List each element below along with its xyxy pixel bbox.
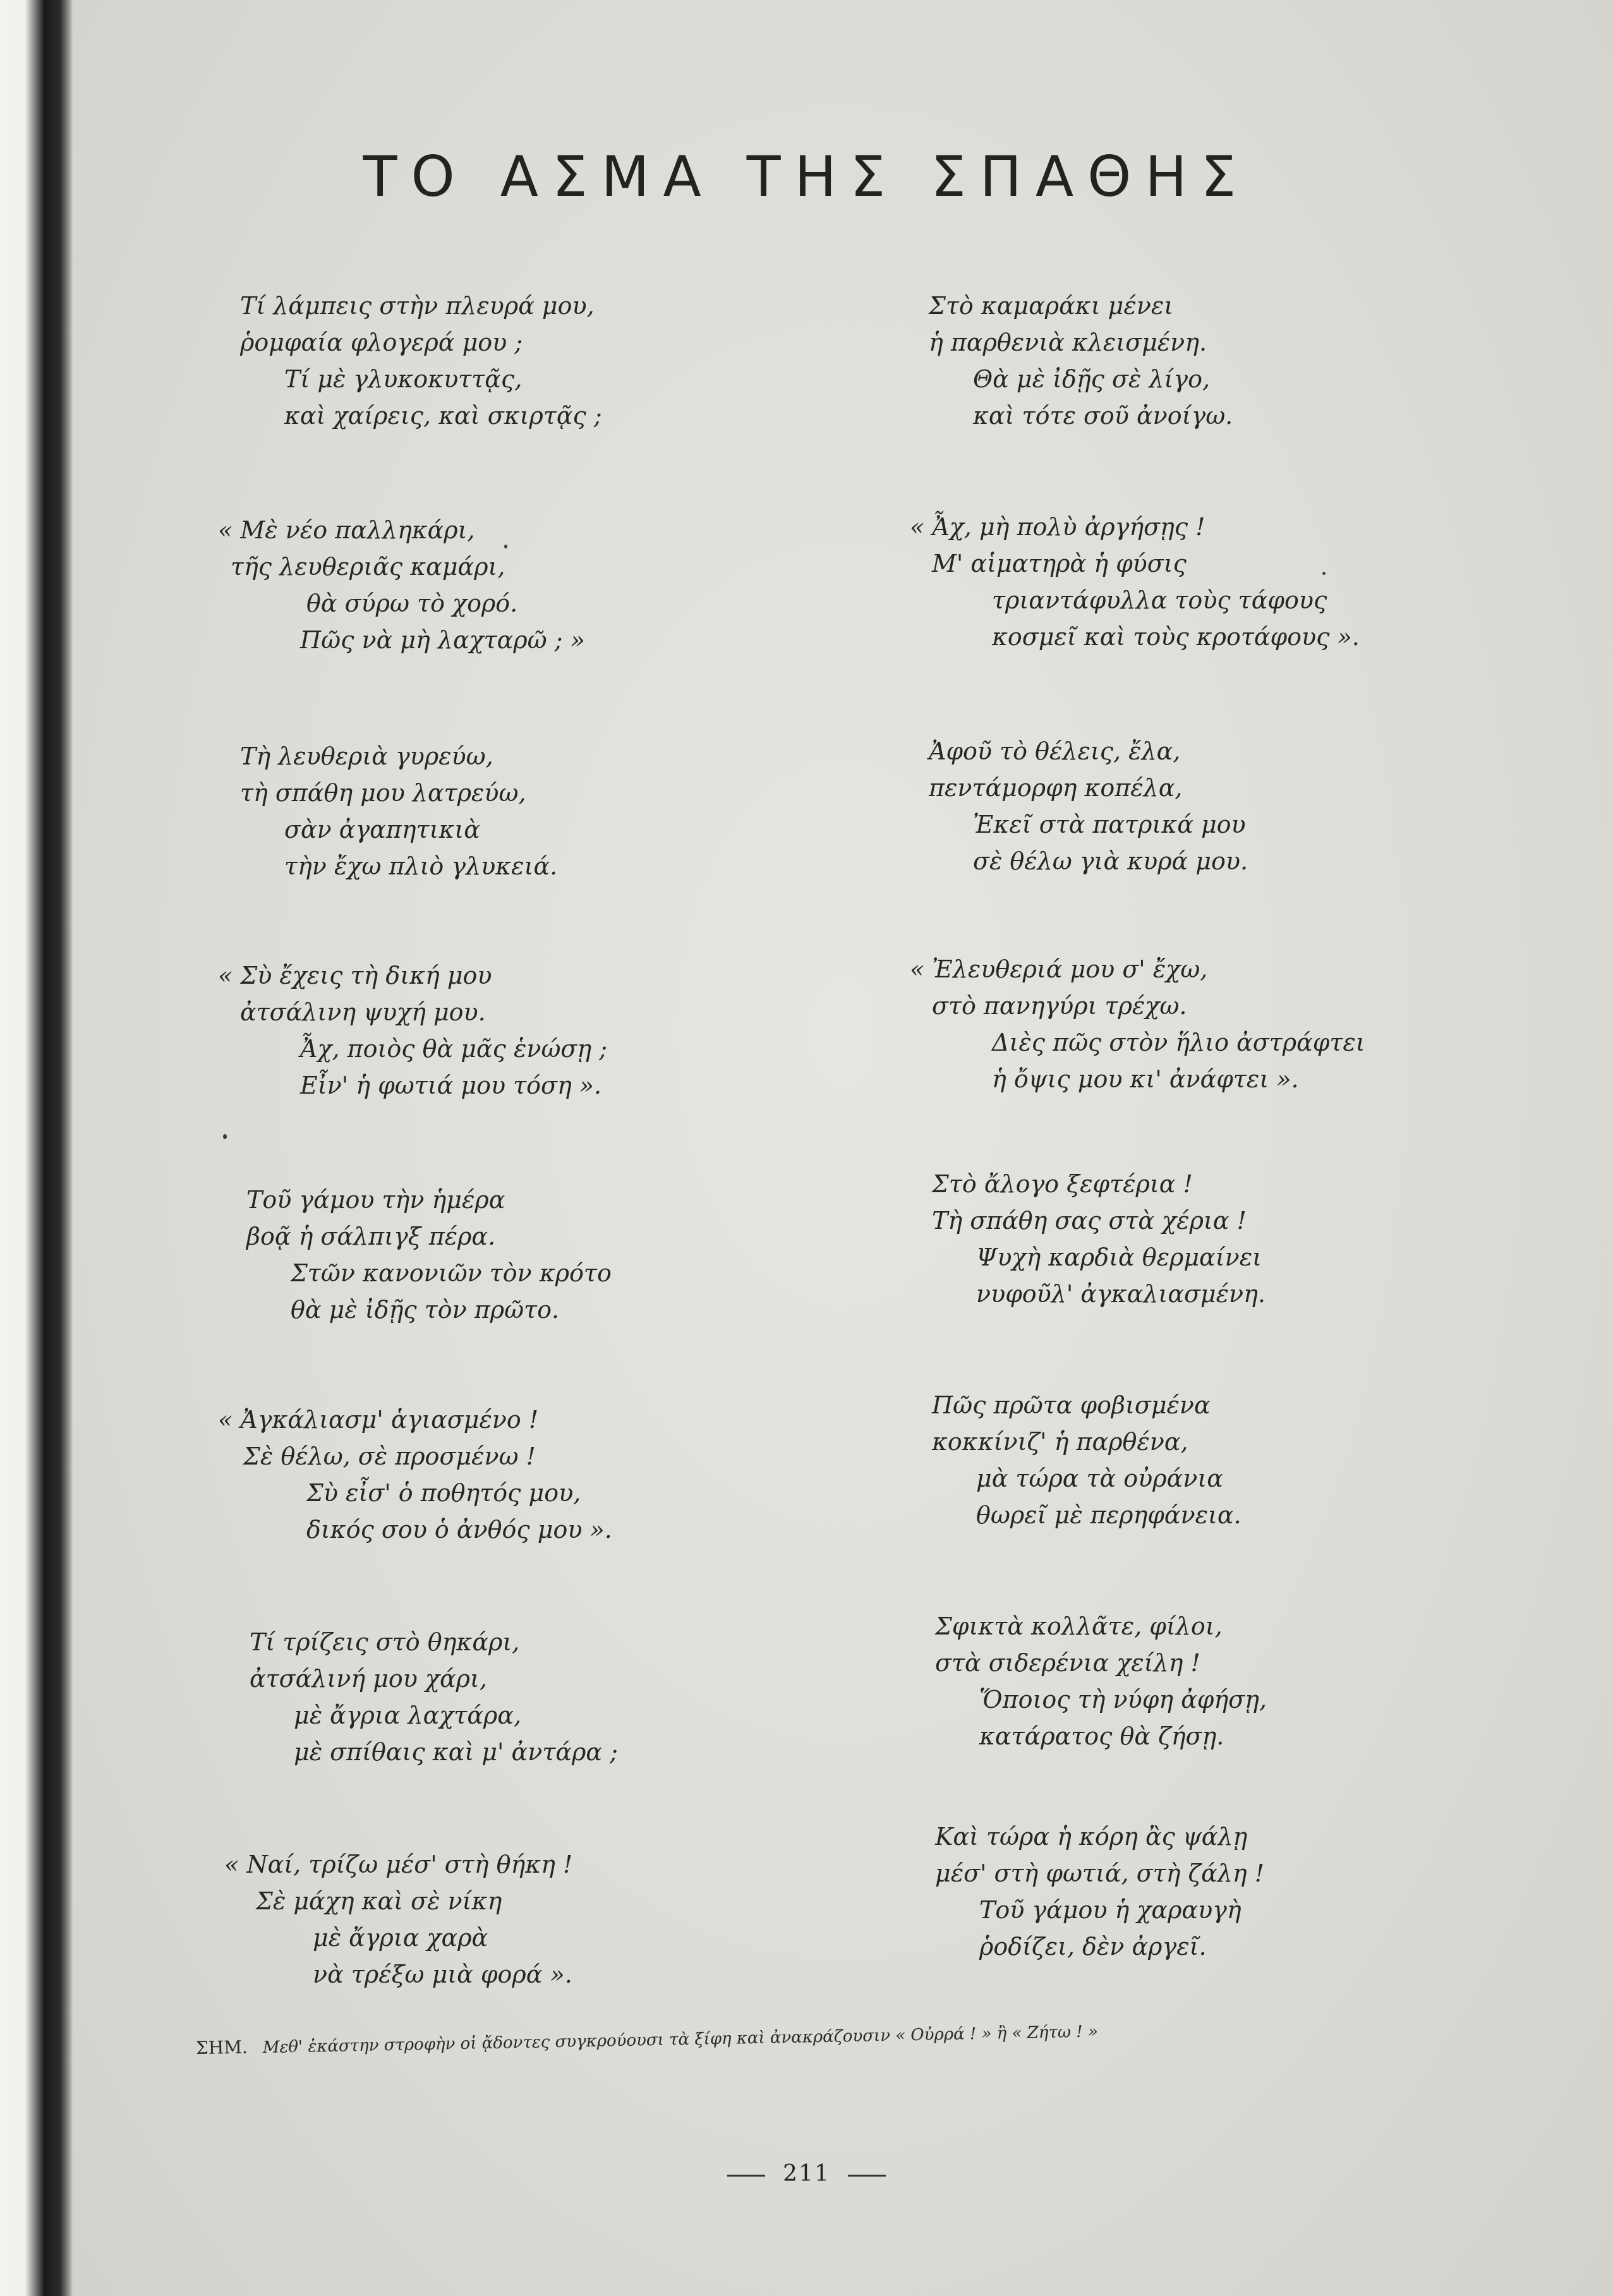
verse-line: « Μὲ νέο παλληκάρι,: [218, 516, 475, 544]
verse-line: ἀτσάλινή μου χάρι,: [250, 1665, 487, 1693]
verse-line: Τοῦ γάμου ἡ χαραυγὴ: [979, 1896, 1241, 1924]
verse-line: Σὲ θέλω, σὲ προσμένω !: [243, 1442, 536, 1470]
verse-line: κοκκίνιζ' ἡ παρθένα,: [932, 1428, 1188, 1456]
verse-line: μέσ' στὴ φωτιά, στὴ ζάλη !: [935, 1859, 1264, 1887]
verse-line: Εἶν' ἡ φωτιά μου τόση ».: [300, 1072, 602, 1099]
verse-line: νυφοῦλ' ἀγκαλιασμένη.: [976, 1280, 1266, 1308]
stanza-left-3: [240, 738, 557, 885]
verse-line: νὰ τρέξω μιὰ φορά ».: [313, 1961, 572, 1988]
verse-line: ἡ ὄψις μου κι' ἀνάφτει ».: [992, 1065, 1299, 1093]
stanza-left-2: [218, 512, 585, 658]
verse-line: τριαντάφυλλα τοὺς τάφους: [992, 586, 1327, 614]
verse-line: θὰ μὲ ἰδῇς τὸν πρῶτο.: [291, 1296, 560, 1324]
verse-line: « Ἀγκάλιασμ' ἁγιασμένο !: [218, 1406, 539, 1434]
verse-line: Ἀφοῦ τὸ θέλεις, ἔλα,: [929, 737, 1181, 765]
verse-line: μὰ τώρα τὰ οὐράνια: [976, 1465, 1223, 1492]
stanza-left-5: [246, 1181, 612, 1328]
verse-line: « Ναί, τρίζω μέσ' στὴ θήκη !: [224, 1851, 573, 1878]
verse-line: τὴ σπάθη μου λατρεύω,: [240, 779, 526, 807]
verse-line: σὰν ἀγαπητικιὰ: [284, 816, 480, 843]
verse-line: κοσμεῖ καὶ τοὺς κροτάφους ».: [992, 623, 1360, 651]
verse-line: πεντάμορφη κοπέλα,: [929, 774, 1183, 802]
dash-right: [848, 2175, 886, 2177]
verse-line: βοᾷ ἡ σάλπιγξ πέρα.: [246, 1223, 496, 1250]
verse-line: « Σὺ ἔχεις τὴ δική μου: [218, 962, 492, 989]
verse-line: Τί μὲ γλυκοκυττᾷς,: [284, 365, 523, 393]
verse-line: καὶ χαίρεις, καὶ σκιρτᾷς ;: [284, 402, 602, 430]
verse-line: Τί λάμπεις στὴν πλευρά μου,: [240, 292, 595, 320]
verse-line: Πῶς πρῶτα φοβισμένα: [932, 1391, 1211, 1419]
verse-line: Σὲ μάχη καὶ σὲ νίκη: [256, 1887, 502, 1915]
footnote-label: ΣΗΜ.: [195, 2036, 248, 2058]
dash-left: [727, 2175, 765, 2177]
stanza-right-5: [932, 1166, 1266, 1312]
verse-line: Μ' αἱματηρὰ ἡ φύσις: [932, 550, 1187, 577]
verse-line: Στὸ ἄλογο ξεφτέρια !: [932, 1170, 1193, 1198]
verse-line: Σφικτὰ κολλᾶτε, φίλοι,: [935, 1612, 1223, 1640]
verse-line: σὲ θέλω γιὰ κυρά μου.: [973, 847, 1248, 875]
stanza-right-6: [932, 1387, 1241, 1533]
book-spine-shadow: [0, 0, 73, 2296]
verse-line: Καὶ τώρα ἡ κόρη ἂς ψάλῃ: [935, 1823, 1248, 1851]
page-number: 211: [783, 2161, 830, 2187]
verse-line: καὶ τότε σοῦ ἀνοίγω.: [973, 402, 1233, 430]
ink-speck: [223, 1134, 227, 1139]
stanza-right-2: [910, 509, 1360, 655]
verse-line: Τοῦ γάμου τὴν ἡμέρα: [246, 1186, 505, 1214]
stanza-right-3: [929, 733, 1248, 879]
verse-line: Ἆχ, ποιὸς θὰ μᾶς ἑνώσῃ ;: [300, 1035, 608, 1063]
stanza-left-1: [240, 287, 602, 434]
stanza-left-4: [218, 957, 607, 1104]
verse-line: Ἐκεῖ στὰ πατρικά μου: [973, 811, 1246, 838]
verse-line: τῆς λευθεριᾶς καμάρι,: [231, 553, 505, 581]
stanza-left-6: [218, 1401, 612, 1548]
verse-line: Τὴ λευθεριὰ γυρεύω,: [240, 742, 493, 770]
verse-line: μὲ ἄγρια λαχτάρα,: [294, 1701, 522, 1729]
verse-line: ῥομφαία φλογερά μου ;: [240, 329, 523, 356]
verse-line: Τὴ σπάθη σας στὰ χέρια !: [932, 1207, 1247, 1235]
verse-line: μὲ ἄγρια χαρὰ: [313, 1924, 488, 1952]
stanza-left-8: [224, 1846, 572, 1993]
verse-line: Πῶς νὰ μὴ λαχταρῶ ; »: [300, 626, 585, 654]
verse-line: « Ἐλευθεριά μου σ' ἔχω,: [910, 955, 1208, 983]
verse-line: Σὺ εἶσ' ὁ ποθητός μου,: [306, 1479, 581, 1507]
verse-line: Στῶν κανονιῶν τὸν κρότο: [291, 1259, 612, 1287]
verse-line: Τί τρίζεις στὸ θηκάρι,: [250, 1628, 520, 1656]
verse-line: στὰ σιδερένια χείλη !: [935, 1649, 1200, 1677]
stanza-right-4: [910, 951, 1365, 1097]
verse-line: « Ἆχ, μὴ πολὺ ἀργήσῃς !: [910, 513, 1205, 541]
verse-line: θωρεῖ μὲ περηφάνεια.: [976, 1501, 1241, 1529]
verse-line: κατάρατος θὰ ζήσῃ.: [979, 1722, 1224, 1750]
verse-line: στὸ πανηγύρι τρέχω.: [932, 992, 1187, 1020]
poem-title: ΤΟ ΑΣΜΑ ΤΗΣ ΣΠΑΘΗΣ: [363, 144, 1250, 209]
stanza-left-7: [250, 1624, 618, 1770]
verse-line: ἡ παρθενιὰ κλεισμένη.: [929, 329, 1207, 356]
verse-line: ἀτσάλινη ψυχή μου.: [240, 998, 486, 1026]
verse-line: θὰ σύρω τὸ χορό.: [306, 589, 518, 617]
verse-line: μὲ σπίθαις καὶ μ' ἀντάρα ;: [294, 1738, 618, 1766]
stanza-right-1: [929, 287, 1233, 434]
verse-line: Ὅποιος τὴ νύφη ἀφήσῃ,: [979, 1686, 1267, 1713]
stanza-right-8: [935, 1818, 1264, 1965]
verse-line: δικός σου ὁ ἀνθός μου ».: [306, 1516, 612, 1544]
verse-line: ῥοδίζει, δὲν ἀργεῖ.: [979, 1933, 1207, 1961]
page-number-block: [0, 2161, 1613, 2187]
footnote-text: Μεθ' ἑκάστην στροφὴν οἱ ᾄδοντες συγκρούουσι τὰ ξίφη καὶ ἀνακράζουσιν « Οὐρρά ! » ἢ « Ζήτω ! »: [262, 2022, 1099, 2057]
verse-line: τὴν ἔχω πλιὸ γλυκειά.: [284, 852, 558, 880]
stanza-right-7: [935, 1608, 1267, 1755]
verse-line: Ψυχὴ καρδιὰ θερμαίνει: [976, 1243, 1262, 1271]
verse-line: Διὲς πῶς στὸν ἥλιο ἀστράφτει: [992, 1029, 1365, 1056]
verse-line: Θὰ μὲ ἰδῇς σὲ λίγο,: [973, 365, 1211, 393]
verse-line: Στὸ καμαράκι μένει: [929, 292, 1174, 320]
